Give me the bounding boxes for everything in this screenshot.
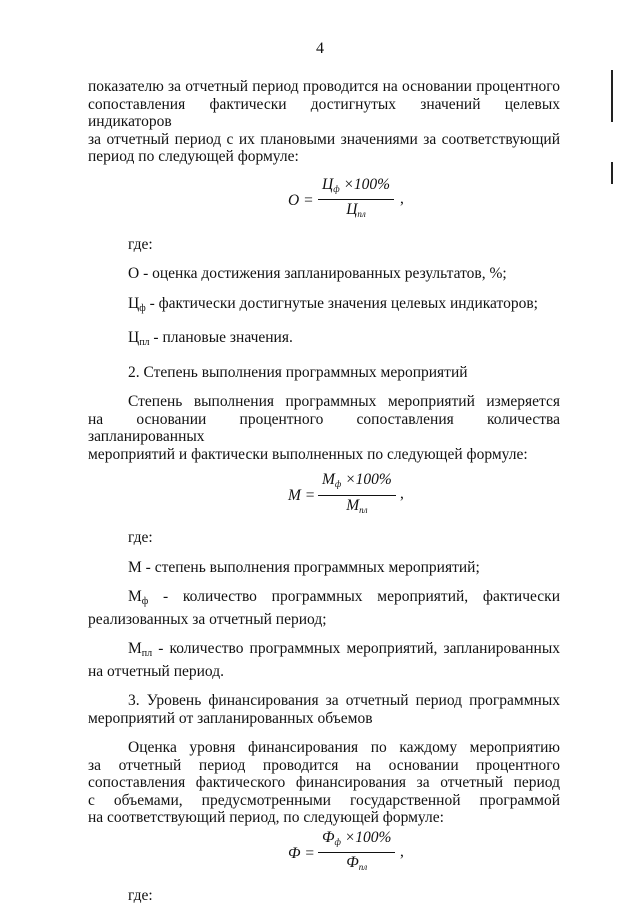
text-line: показателю за отчетный период проводится на основании процентного bbox=[88, 78, 560, 95]
def-var: М bbox=[128, 588, 142, 605]
formula-denominator bbox=[318, 496, 396, 520]
margin-mark-top bbox=[611, 70, 613, 122]
text-line: сопоставления фактического финансирования за отчетный период bbox=[88, 774, 560, 791]
def-var: М bbox=[128, 640, 142, 657]
formula-o bbox=[88, 176, 560, 228]
def-sub: пл bbox=[141, 648, 153, 659]
document-body bbox=[88, 78, 560, 904]
formula-var: Ф bbox=[322, 828, 335, 846]
definition-o: О - оценка достижения запланированных результатов, %; bbox=[128, 265, 507, 282]
formula-var: Ц bbox=[346, 201, 358, 218]
text-line: Оценка уровня финансирования по каждому мероприятию bbox=[128, 739, 560, 756]
def-text: - количество программных мероприятий, запланированных bbox=[152, 640, 560, 657]
formula-m bbox=[88, 471, 560, 523]
formula-sub: ф bbox=[334, 479, 342, 489]
def-sub: пл bbox=[139, 337, 150, 348]
text-line: с объемами, предусмотренными государственной программой bbox=[88, 791, 560, 809]
text-line: реализованных за отчетный период; bbox=[88, 610, 327, 628]
definition-mf bbox=[88, 588, 560, 628]
where-label: где: bbox=[128, 529, 153, 546]
text-line: на основании процентного сопоставления количества запланированных bbox=[88, 410, 560, 445]
formula-sub: ф bbox=[333, 183, 340, 194]
formula-denominator bbox=[318, 853, 395, 877]
formula-lhs: О = bbox=[288, 191, 314, 209]
formula-fraction bbox=[318, 471, 396, 519]
text-line: на соответствующий период, по следующей формуле: bbox=[88, 809, 444, 826]
def-text: - количество программных мероприятий, фактически bbox=[148, 588, 560, 605]
formula-denominator bbox=[318, 200, 394, 224]
where-label: где: bbox=[128, 235, 153, 253]
def-var: Ц bbox=[128, 294, 140, 312]
text-line: сопоставления фактически достигнутых значений целевых индикаторов bbox=[88, 95, 560, 130]
formula-var: М bbox=[322, 471, 335, 488]
definition-mpl bbox=[88, 640, 560, 680]
paragraph-intro bbox=[88, 78, 560, 166]
text-line: за отчетный период с их плановыми значениями за соответствующий bbox=[88, 130, 560, 148]
text-line: мероприятий от запланированных объемов bbox=[88, 709, 373, 727]
formula-comma: , bbox=[400, 485, 404, 502]
text-line: за отчетный период проводится на основании процентного bbox=[88, 756, 560, 774]
formula-sub: пл bbox=[357, 209, 366, 219]
formula-sub: пл bbox=[359, 504, 368, 515]
formula-num-rest: ×100% bbox=[341, 471, 392, 488]
formula-numerator bbox=[318, 829, 395, 854]
formula-var: Ц bbox=[322, 175, 334, 193]
def-sub: ф bbox=[139, 302, 146, 314]
formula-comma: , bbox=[400, 842, 404, 860]
formula-var: М bbox=[346, 496, 360, 514]
formula-num-rest: ×100% bbox=[340, 828, 392, 846]
formula-numerator bbox=[318, 471, 396, 496]
formula-var: Ф bbox=[346, 854, 359, 871]
formula-lhs: М = bbox=[288, 487, 316, 504]
formula-numerator bbox=[318, 176, 394, 201]
formula-num-rest: ×100% bbox=[339, 175, 391, 193]
def-text: - плановые значения. bbox=[149, 329, 293, 346]
definition-m: М - степень выполнения программных мероприятий; bbox=[128, 558, 480, 576]
section-3-title bbox=[88, 692, 560, 727]
formula-lhs: Ф = bbox=[288, 844, 315, 862]
formula-sub: ф bbox=[334, 836, 341, 847]
text-line: период по следующей формуле: bbox=[88, 148, 299, 165]
paragraph-section-3 bbox=[88, 739, 560, 827]
definition-cpl bbox=[88, 329, 560, 352]
def-var: Ц bbox=[128, 329, 140, 346]
text-line: на отчетный период. bbox=[88, 662, 224, 680]
definition-cf bbox=[88, 295, 560, 318]
text-line bbox=[88, 640, 560, 663]
paragraph-section-2 bbox=[88, 393, 560, 463]
text-line: 3. Уровень финансирования за отчетный период программных bbox=[128, 692, 560, 709]
formula-fraction bbox=[318, 176, 394, 224]
where-label: где: bbox=[128, 886, 153, 904]
formula-comma: , bbox=[400, 189, 404, 207]
formula-fraction bbox=[318, 829, 395, 877]
formula-sub: пл bbox=[358, 862, 368, 872]
def-text: - фактически достигнутые значения целевых индикаторов; bbox=[145, 294, 538, 312]
section-2-title: 2. Степень выполнения программных мероприятий bbox=[128, 363, 468, 381]
margin-mark-bottom bbox=[611, 162, 613, 184]
formula-f bbox=[88, 829, 560, 881]
def-sub: ф bbox=[141, 596, 149, 607]
text-line bbox=[88, 588, 560, 611]
page-number: 4 bbox=[316, 40, 324, 57]
text-line: Степень выполнения программных мероприятий измеряется bbox=[128, 393, 560, 410]
text-line: мероприятий и фактически выполненных по следующей формуле: bbox=[88, 445, 528, 463]
